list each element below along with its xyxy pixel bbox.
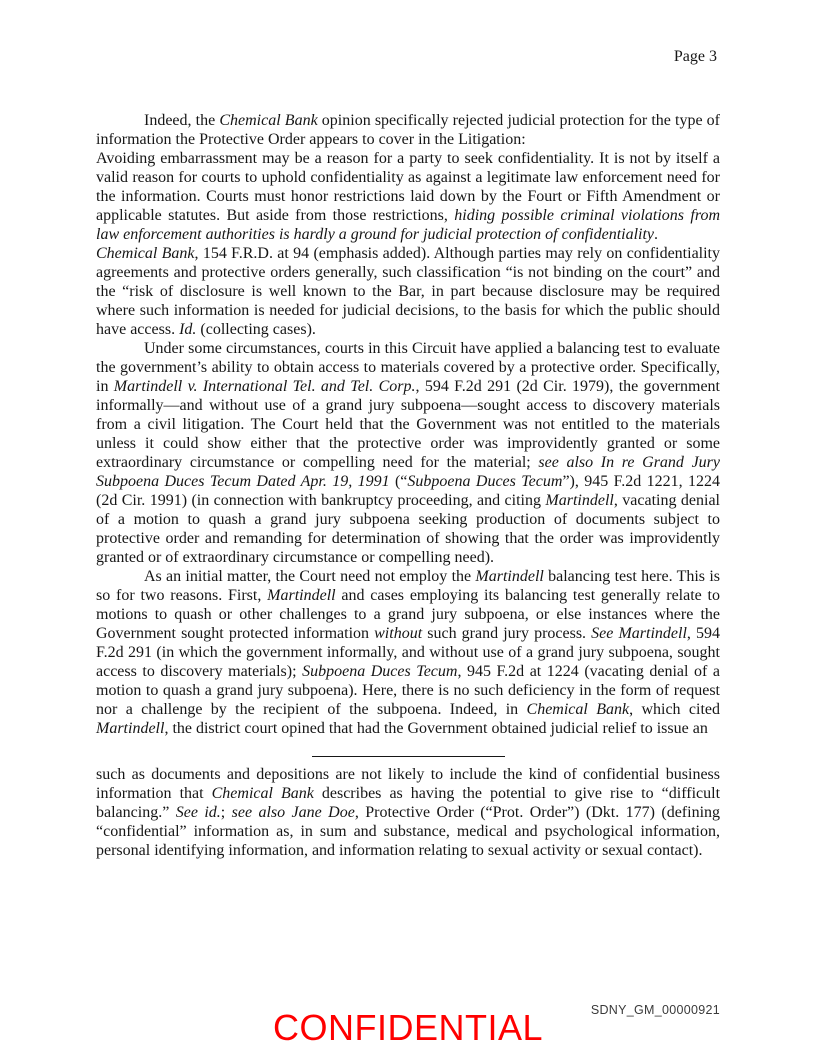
footnote-continuation: such as documents and depositions are not likely to include the kind of confidential business information that Chemical Bank describes as having the potential to give rise to “difficult balancing.” See id.; see also Jane Doe, Protective Order (“Prot. Order”) (Dkt. 177) (defining “confidential” information as, in sum and substance, medical and psychological information, personal identifying information, and information relating to sexual activity or sexual contact). — [96, 766, 721, 859]
page-number: Page 3 — [673, 48, 717, 65]
paragraph-initial-matter: As an initial matter, the Court need not employ the Martindell balancing test here. This is so for two reasons. First, Martindell and cases employing its balancing test generally relate to motions to quash or other challenges to a grand jury subpoena, or else instances where the Government sought protected information without such grand jury process. See Martindell, 594 F.2d 291 (in which the government informally, and without use of a grand jury subpoena, sought access to discovery materials); Subpoena Duces Tecum, 945 F.2d at 1224 (vacating denial of a motion to quash a grand jury subpoena). Here, there is no such deficiency in the form of request nor a challenge by the recipient of the subpoena. Indeed, in Chemical Bank, which cited Martindell, the district court opined that had the Government obtained judicial relief to issue an — [96, 568, 721, 737]
paragraph-intro: Indeed, the Chemical Bank opinion specifically rejected judicial protection for the type of information the Protective Order appears to cover in the Litigation: — [96, 112, 721, 148]
paragraph-chemical-bank-citation: Chemical Bank, 154 F.R.D. at 94 (emphasis added). Although parties may rely on confidentiality agreements and protective orders generally, such classification “is not binding on the court” and the “risk of disclosure is well known to the Bar, in part because disclosure may be required where such information is needed for judicial decisions, to the basis for which the public should have access. Id. (collecting cases). — [96, 245, 720, 338]
confidential-stamp: CONFIDENTIAL — [272, 1007, 544, 1048]
footnote-separator — [312, 756, 505, 757]
document-body — [96, 111, 720, 860]
blockquote-chemical-bank: Avoiding embarrassment may be a reason for a party to seek confidentiality. It is not by itself a valid reason for courts to uphold confidentiality as against a legitimate law enforcement need for the information. Courts must honor restrictions laid down by the Fourt or Fifth Amendment or applicable statutes. But aside from those restrictions, hiding possible criminal violations from law enforcement authorities is hardly a ground for judicial protection of confidentiality. — [96, 150, 721, 243]
paragraph-martindell: Under some circumstances, courts in this Circuit have applied a balancing test to evaluate the government’s ability to obtain access to materials covered by a protective order. Specifically, in Martindell v. International Tel. and Tel. Corp., 594 F.2d 291 (2d Cir. 1979), the government informally—and without use of a grand jury subpoena—sought access to discovery materials from a civil litigation. The Court held that the Government was not entitled to the materials unless it could show either that the protective order was improvidently granted or some extraordinary circumstance or compelling need for the material; see also In re Grand Jury Subpoena Duces Tecum Dated Apr. 19, 1991 (“Subpoena Duces Tecum”), 945 F.2d 1221, 1224 (2d Cir. 1991) (in connection with bankruptcy proceeding, and citing Martindell, vacating denial of a motion to quash a grand jury subpoena seeking production of documents subject to protective order and remanding for determination of showing that the order was improvidently granted or of extraordinary circumstance or compelling need). — [96, 340, 721, 566]
bates-number: SDNY_GM_00000921 — [590, 1003, 720, 1017]
